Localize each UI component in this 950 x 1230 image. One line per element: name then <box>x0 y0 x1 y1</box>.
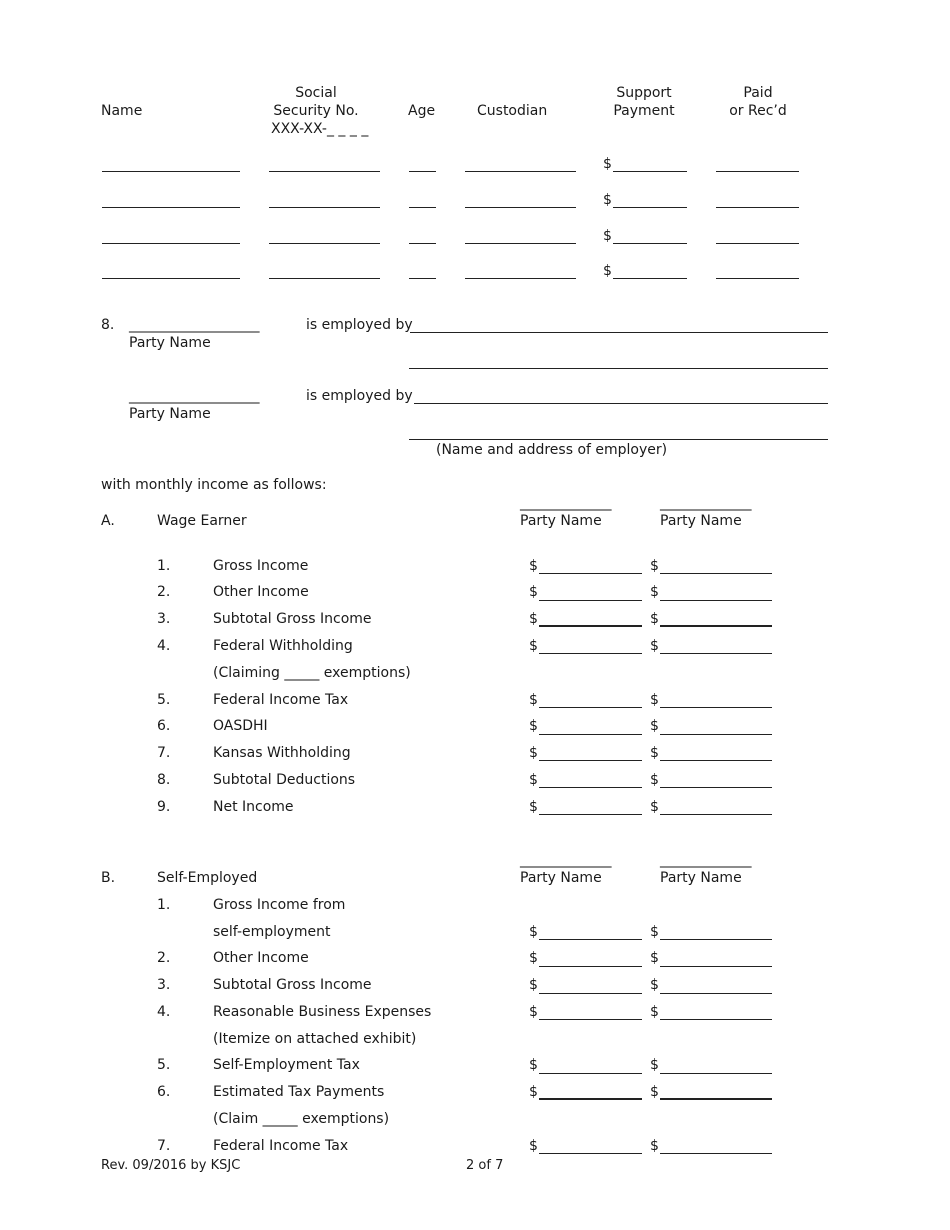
party-name-blank[interactable]: ____________________ <box>129 388 259 404</box>
row-label: Reasonable Business Expenses <box>213 1004 432 1020</box>
child-support-field[interactable] <box>613 278 687 279</box>
section-b-title: Self-Employed <box>157 870 258 886</box>
dollar-sign: $ <box>529 772 538 788</box>
amount-field[interactable] <box>660 1153 772 1154</box>
row-label: Federal Income Tax <box>213 692 349 708</box>
child-paid-field[interactable] <box>716 207 799 208</box>
dollar-sign: $ <box>650 1057 659 1073</box>
child-support-field[interactable] <box>613 171 687 172</box>
row-label: Subtotal Gross Income <box>213 977 372 993</box>
dollar-sign: $ <box>529 558 538 574</box>
revision-footer: Rev. 09/2016 by KSJC <box>101 1158 241 1173</box>
party-column-label: Party Name <box>520 870 602 886</box>
dollar-sign: $ <box>650 924 659 940</box>
row-number: 3. <box>157 977 171 993</box>
dollar-sign: $ <box>529 692 538 708</box>
dollar-sign: $ <box>529 611 538 627</box>
header-custodian: Custodian <box>477 103 548 119</box>
row-label: OASDHI <box>213 718 268 734</box>
amount-field[interactable] <box>660 1098 772 1100</box>
child-name-field[interactable] <box>102 243 240 244</box>
row-label: Estimated Tax Payments <box>213 1084 385 1100</box>
header-name: Name <box>101 103 143 119</box>
dollar-sign: $ <box>603 192 612 208</box>
amount-field[interactable] <box>539 939 642 940</box>
dollar-sign: $ <box>529 1138 538 1154</box>
child-custodian-field[interactable] <box>465 171 576 172</box>
amount-field[interactable] <box>539 787 642 788</box>
amount-field[interactable] <box>539 1073 642 1074</box>
dollar-sign: $ <box>650 638 659 654</box>
dollar-sign: $ <box>529 584 538 600</box>
employer-field[interactable] <box>414 403 828 404</box>
row-number: 5. <box>157 1057 171 1073</box>
amount-field[interactable] <box>660 993 772 994</box>
amount-field[interactable] <box>660 734 772 735</box>
child-support-field[interactable] <box>613 207 687 208</box>
party-name-blank[interactable]: ____________________ <box>129 317 259 333</box>
section-a-title: Wage Earner <box>157 513 247 529</box>
employer-caption: (Name and address of employer) <box>436 442 668 458</box>
row-number: 1. <box>157 897 171 913</box>
row-number: 9. <box>157 799 171 815</box>
dollar-sign: $ <box>529 1004 538 1020</box>
amount-field[interactable] <box>539 760 642 761</box>
amount-field[interactable] <box>539 600 642 601</box>
row-label: Subtotal Deductions <box>213 772 356 788</box>
row-number: 5. <box>157 692 171 708</box>
dollar-sign: $ <box>603 263 612 279</box>
row-label: Federal Income Tax <box>213 1138 349 1154</box>
amount-field[interactable] <box>660 1019 772 1020</box>
party-column-label: Party Name <box>520 513 602 529</box>
amount-field[interactable] <box>660 760 772 761</box>
amount-field[interactable] <box>660 653 772 654</box>
dollar-sign: $ <box>603 156 612 172</box>
row-label: self-employment <box>213 924 331 940</box>
child-paid-field[interactable] <box>716 243 799 244</box>
amount-field[interactable] <box>660 966 772 967</box>
row-note: (Itemize on attached exhibit) <box>213 1031 417 1047</box>
dollar-sign: $ <box>650 745 659 761</box>
row-note: (Claim _____ exemptions) <box>213 1111 390 1127</box>
child-ssn-field[interactable] <box>269 207 380 208</box>
dollar-sign: $ <box>650 558 659 574</box>
dollar-sign: $ <box>650 950 659 966</box>
child-custodian-field[interactable] <box>465 278 576 279</box>
employer-field[interactable] <box>410 332 828 333</box>
dollar-sign: $ <box>650 977 659 993</box>
row-label: Gross Income from <box>213 897 346 913</box>
amount-field[interactable] <box>539 707 642 708</box>
child-custodian-field[interactable] <box>465 243 576 244</box>
amount-field[interactable] <box>660 787 772 788</box>
header-ssn-line3: XXX-XX-_ _ _ _ <box>271 121 369 137</box>
dollar-sign: $ <box>529 950 538 966</box>
row-number: 8. <box>157 772 171 788</box>
party-column-blank[interactable]: ______________ <box>660 495 751 511</box>
dollar-sign: $ <box>529 1057 538 1073</box>
row-label: Other Income <box>213 584 309 600</box>
dollar-sign: $ <box>650 1138 659 1154</box>
row-number: 7. <box>157 1138 171 1154</box>
amount-field[interactable] <box>539 625 642 627</box>
amount-field[interactable] <box>539 734 642 735</box>
party-column-blank[interactable]: ______________ <box>520 852 611 868</box>
dollar-sign: $ <box>603 228 612 244</box>
amount-field[interactable] <box>660 625 772 627</box>
dollar-sign: $ <box>529 977 538 993</box>
row-note: (Claiming _____ exemptions) <box>213 665 411 681</box>
dollar-sign: $ <box>650 772 659 788</box>
party-column-label: Party Name <box>660 870 742 886</box>
child-paid-field[interactable] <box>716 278 799 279</box>
child-age-field[interactable] <box>409 171 436 172</box>
section-b-letter: B. <box>101 870 116 886</box>
row-label: Net Income <box>213 799 294 815</box>
employer-address-field[interactable] <box>409 368 828 369</box>
amount-field[interactable] <box>539 1153 642 1154</box>
header-age: Age <box>408 103 436 119</box>
row-label: Self-Employment Tax <box>213 1057 360 1073</box>
amount-field[interactable] <box>539 573 642 574</box>
party-name-caption: Party Name <box>129 406 211 422</box>
row-number: 7. <box>157 745 171 761</box>
child-name-field[interactable] <box>102 207 240 208</box>
row-number: 3. <box>157 611 171 627</box>
dollar-sign: $ <box>529 799 538 815</box>
amount-field[interactable] <box>539 653 642 654</box>
child-ssn-field[interactable] <box>269 171 380 172</box>
dollar-sign: $ <box>650 1084 659 1100</box>
row-label: Kansas Withholding <box>213 745 351 761</box>
child-age-field[interactable] <box>409 278 436 279</box>
row-number: 1. <box>157 558 171 574</box>
amount-field[interactable] <box>539 814 642 815</box>
header-ssn-line2: Security No. <box>273 103 359 119</box>
row-number: 2. <box>157 950 171 966</box>
amount-field[interactable] <box>539 1019 642 1020</box>
party-column-label: Party Name <box>660 513 742 529</box>
amount-field[interactable] <box>660 1073 772 1074</box>
header-support-line2: Payment <box>613 103 675 119</box>
row-label: Federal Withholding <box>213 638 353 654</box>
child-age-field[interactable] <box>409 207 436 208</box>
amount-field[interactable] <box>660 939 772 940</box>
row-label: Subtotal Gross Income <box>213 611 372 627</box>
row-number: 4. <box>157 638 171 654</box>
dollar-sign: $ <box>650 799 659 815</box>
amount-field[interactable] <box>539 993 642 994</box>
dollar-sign: $ <box>529 1084 538 1100</box>
monthly-income-label: with monthly income as follows: <box>101 477 327 493</box>
header-ssn-line1: Social <box>295 85 337 101</box>
employed-by-label: is employed by <box>306 388 413 404</box>
row-number: 4. <box>157 1004 171 1020</box>
child-ssn-field[interactable] <box>269 278 380 279</box>
row-label: Other Income <box>213 950 309 966</box>
child-paid-field[interactable] <box>716 171 799 172</box>
header-paid-line1: Paid <box>743 85 773 101</box>
child-custodian-field[interactable] <box>465 207 576 208</box>
child-age-field[interactable] <box>409 243 436 244</box>
row-number: 6. <box>157 1084 171 1100</box>
party-column-blank[interactable]: ______________ <box>520 495 611 511</box>
party-column-blank[interactable]: ______________ <box>660 852 751 868</box>
item-number: 8. <box>101 317 115 333</box>
dollar-sign: $ <box>650 692 659 708</box>
row-label: Gross Income <box>213 558 309 574</box>
amount-field[interactable] <box>660 814 772 815</box>
dollar-sign: $ <box>650 611 659 627</box>
header-support-line1: Support <box>616 85 672 101</box>
child-name-field[interactable] <box>102 278 240 279</box>
child-name-field[interactable] <box>102 171 240 172</box>
amount-field[interactable] <box>539 966 642 967</box>
amount-field[interactable] <box>660 707 772 708</box>
amount-field[interactable] <box>539 1098 642 1100</box>
child-ssn-field[interactable] <box>269 243 380 244</box>
row-number: 6. <box>157 718 171 734</box>
dollar-sign: $ <box>529 745 538 761</box>
employed-by-label: is employed by <box>306 317 413 333</box>
dollar-sign: $ <box>529 718 538 734</box>
employer-address-field[interactable] <box>409 439 828 440</box>
header-paid-line2: or Rec’d <box>729 103 787 119</box>
dollar-sign: $ <box>529 638 538 654</box>
party-name-caption: Party Name <box>129 335 211 351</box>
dollar-sign: $ <box>650 584 659 600</box>
dollar-sign: $ <box>650 718 659 734</box>
child-support-field[interactable] <box>613 243 687 244</box>
dollar-sign: $ <box>650 1004 659 1020</box>
dollar-sign: $ <box>529 924 538 940</box>
amount-field[interactable] <box>660 600 772 601</box>
section-a-letter: A. <box>101 513 115 529</box>
row-number: 2. <box>157 584 171 600</box>
amount-field[interactable] <box>660 573 772 574</box>
page-number: 2 of 7 <box>466 1158 504 1173</box>
